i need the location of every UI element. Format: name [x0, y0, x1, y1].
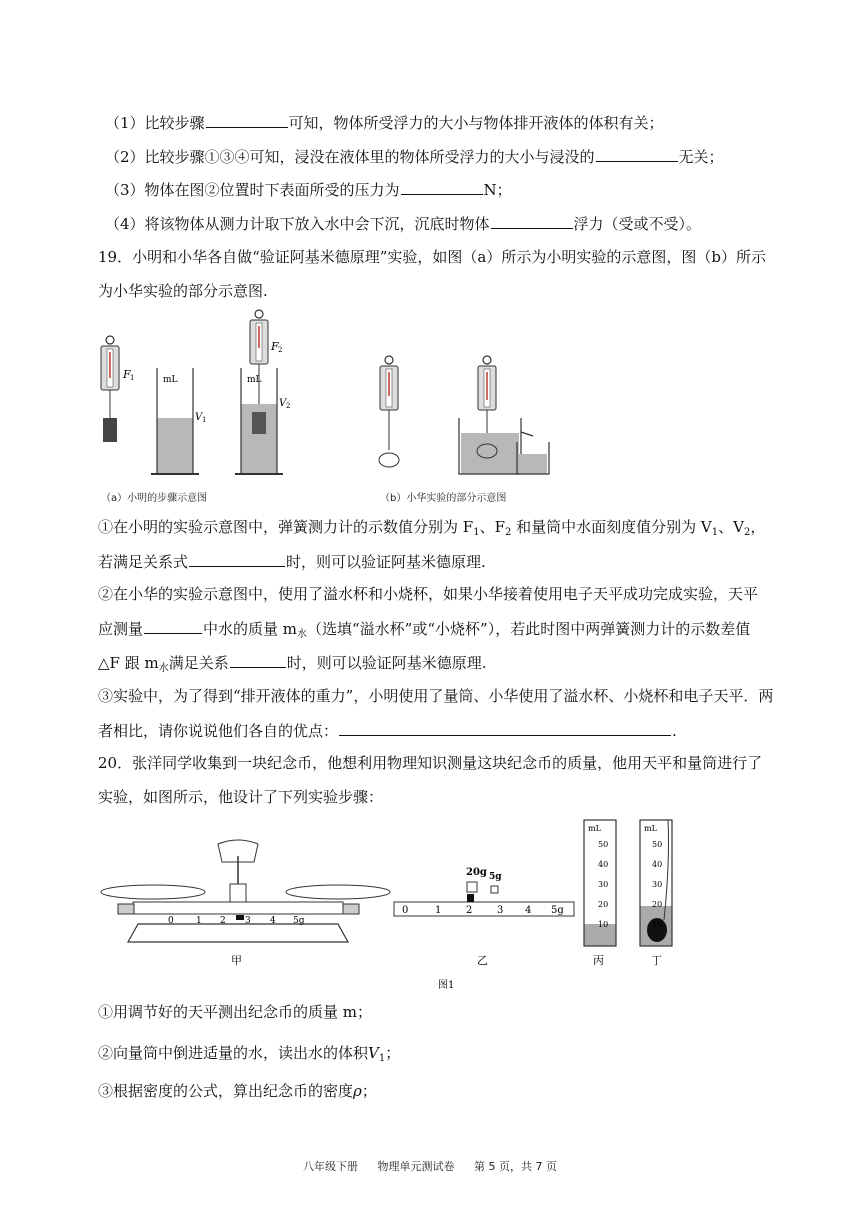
svg-text:20: 20 [652, 900, 663, 909]
q19-part2-cont2: △F 跟 $m_水$满足关系 时，则可以验证阿基米德原理. [98, 651, 487, 680]
answer-blank[interactable] [339, 719, 671, 736]
svg-text:V: V [195, 412, 203, 423]
svg-text:30: 30 [598, 880, 609, 889]
answer-blank[interactable] [206, 111, 288, 128]
svg-text:0: 0 [402, 905, 409, 916]
page-footer [0, 1158, 860, 1174]
q19-stem: 19．小明和小华各自做“验证阿基米德原理”实验，如图（a）所示为小明实验的示意图，图（b）所示 [98, 248, 766, 266]
q19-part1: ①在小明的实验示意图中，弹簧测力计的示数值分别为 $F_1$、$F_2$ 和量筒中水面刻度值分别为 $V_1$、$V_2$， [98, 518, 766, 538]
svg-text:2: 2 [220, 916, 226, 926]
svg-text:4: 4 [525, 905, 532, 916]
q20-step-3: ③根据密度的公式，算出纪念币的密度ρ； [98, 1082, 377, 1100]
answer-blank[interactable] [596, 145, 678, 162]
svg-text:40: 40 [598, 860, 609, 869]
label-yi: 乙 [477, 954, 488, 967]
q19-figure [95, 308, 555, 508]
footer-grade: 八年级下册 [303, 1160, 358, 1173]
q20-stem: 20．张洋同学收集到一块纪念币，他想利用物理知识测量这块纪念币的质量，他用天平和量筒进行了 [98, 754, 763, 772]
balance-jia [101, 840, 390, 967]
answer-blank[interactable] [491, 212, 573, 229]
answer-blank[interactable] [144, 617, 202, 634]
svg-text:3: 3 [245, 916, 251, 926]
svg-text:1: 1 [202, 416, 207, 424]
figure-title: 图1 [438, 980, 455, 991]
q19-part3-cont: 者相比，请你说说他们各自的优点： . [98, 719, 677, 742]
label-f1: F [123, 368, 131, 381]
measuring-cylinder-1 [151, 368, 206, 474]
fig-caption-b: （b）小华实验的部分示意图 [380, 493, 507, 504]
q19-part1-cont: 若满足关系式 时，则可以验证阿基米德原理. [98, 550, 486, 573]
footer-subject: 物理单元测试卷 [377, 1160, 455, 1173]
svg-text:5g: 5g [551, 905, 564, 916]
q20-stem-cont: 实验，如图所示，他设计了下列实验步骤： [98, 788, 384, 806]
svg-text:5g: 5g [489, 872, 502, 882]
q18-item-4: （4）将该物体从测力计取下放入水中会下沉，沉底时物体 浮力（受或不受）。 [105, 212, 701, 235]
svg-text:2: 2 [466, 905, 473, 916]
svg-text:mL: mL [163, 375, 178, 385]
svg-text:20g: 20g [466, 867, 487, 878]
q18-item-3: （3）物体在图②位置时下表面所受的压力为 N； [105, 178, 512, 201]
cylinder-bing [584, 820, 616, 967]
answer-blank[interactable] [401, 178, 483, 195]
svg-text:30: 30 [652, 880, 663, 889]
svg-text:mL: mL [644, 824, 657, 833]
svg-text:3: 3 [497, 905, 504, 916]
q19-part3: ③实验中，为了得到“排开液体的重力”，小明使用了量筒、小华使用了溢水杯、小烧杯和电子天平．两 [98, 687, 774, 705]
q18-item-1: （1）比较步骤 可知，物体所受浮力的大小与物体排开液体的体积有关； [105, 111, 664, 134]
svg-text:20: 20 [598, 900, 609, 909]
q20-figure [98, 812, 698, 996]
svg-text:1: 1 [435, 905, 442, 916]
q18-item-2: （2）比较步骤①③④可知，浸没在液体里的物体所受浮力的大小与浸没的 无关； [105, 145, 724, 168]
svg-text:2: 2 [286, 402, 291, 410]
svg-text:F: F [271, 340, 279, 353]
svg-text:10: 10 [598, 920, 609, 929]
svg-text:10: 10 [652, 920, 663, 929]
svg-text:1: 1 [130, 374, 135, 382]
svg-text:40: 40 [652, 860, 663, 869]
q20-step-1: ①用调节好的天平测出纪念币的质量 m； [98, 1003, 372, 1021]
label-jia: 甲 [231, 954, 242, 967]
small-beaker [517, 442, 549, 474]
svg-text:2: 2 [278, 346, 283, 354]
svg-text:0: 0 [168, 916, 174, 926]
q19-stem-cont: 为小华实验的部分示意图. [98, 282, 268, 300]
footer-page: 第 5 页，共 7 页 [474, 1160, 557, 1173]
fig-caption-a: （a）小明的步骤示意图 [101, 493, 208, 504]
svg-text:50: 50 [598, 840, 609, 849]
spring-scale-3 [379, 356, 399, 467]
rider-scale-yi [394, 867, 574, 967]
q19-part2-cont: 应测量 中水的质量 $m_水$（选填“溢水杯”或“小烧杯”），若此时图中两弹簧测力计的示数差值 [98, 617, 750, 646]
label-ding: 丁 [651, 954, 662, 967]
answer-blank[interactable] [189, 550, 285, 567]
label-bing: 丙 [593, 954, 604, 967]
spring-scale-4 [478, 356, 496, 444]
svg-text:mL: mL [247, 375, 262, 385]
q20-step-2: ②向量筒中倒进适量的水，读出水的体积$V_1$； [98, 1044, 401, 1064]
svg-text:4: 4 [270, 916, 276, 926]
answer-blank[interactable] [230, 651, 286, 668]
q19-part2: ②在小华的实验示意图中，使用了溢水杯和小烧杯，如果小华接着使用电子天平成功完成实验，天平 [98, 585, 759, 603]
measuring-cylinder-2 [235, 368, 290, 474]
spring-scale-1 [101, 336, 134, 442]
svg-text:V: V [279, 398, 287, 409]
svg-text:1: 1 [196, 916, 202, 926]
svg-text:50: 50 [652, 840, 663, 849]
svg-text:5g: 5g [293, 916, 305, 926]
cylinder-ding [640, 820, 672, 967]
svg-text:mL: mL [588, 824, 601, 833]
